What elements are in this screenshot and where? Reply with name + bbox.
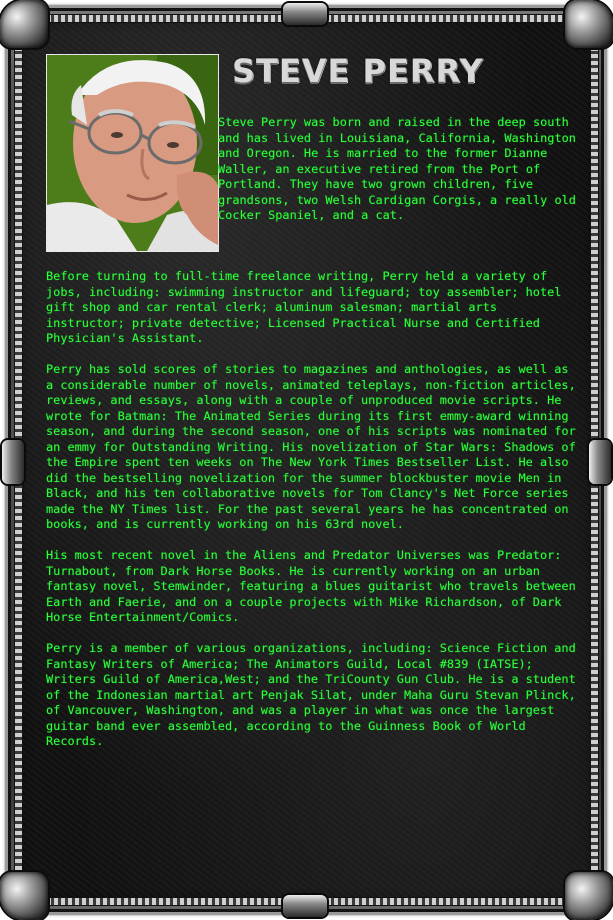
author-portrait xyxy=(46,54,219,252)
frame-clamp-left xyxy=(2,440,24,484)
bio-orgs-paragraph: Perry is a member of various organizations, including: Science Fiction and Fantasy Writers of America; The Animators Guild, Local #839 (IATSE); Writers Guild of America,West; and the TriCounty Gun Club. He is a student of the Indonesian martial art Penjak Silat, under Maha Guru Stevan Plinck, of Vancouver, Washington, and was a player in what was once the largest guitar band ever assembled, according to the Guinness Book of World Records. xyxy=(46,641,576,748)
bio-jobs-paragraph: Before turning to full-time freelance writing, Perry held a variety of jobs, including: swimming instructor and lifeguard; toy assembler; hotel gift shop and car rental clerk; aluminum salesman; martial arts instructor; private detective; Licensed Practical Nurse and Certified Physician's Assistant. xyxy=(46,269,562,345)
bio-intro-paragraph: Steve Perry was born and raised in the deep south and has lived in Louisiana, California, Washington and Oregon. He is married to the former Dianne Waller, an executive retired from the Port of Portland. They have two grown children, five grandsons, two Welsh Cardigan Corgis, a really old Cocker Spaniel, and a cat. xyxy=(218,115,576,222)
bio-works-paragraph: Perry has sold scores of stories to magazines and anthologies, as well as a considerable number of novels, animated teleplays, non-fiction articles, reviews, and essays, along with a couple of unproduced movie scripts. He wrote for Batman: The Animated Series during its first emmy-award winning season, and during the second season, one of his scripts was nominated for an emmy for Outstanding Writing. His novelization of Star Wars: Shadows of the Empire spent ten weeks on The New York Times Bestseller List. He also did the bestselling novelization for the summer blockbuster movie Men in Black, and his ten collaborative novels for Tom Clancy's Net Force series made the NY Times list. For the past several years he has concentrated on books, and is currently working on his 63rd novel. xyxy=(46,362,576,531)
page-title: STEVE PERRY xyxy=(232,52,484,90)
frame-clamp-bottom xyxy=(283,895,327,917)
portrait-illustration xyxy=(47,55,218,251)
frame-corner-top-right xyxy=(565,0,613,48)
frame-corner-bottom-right xyxy=(565,872,613,920)
bio-body xyxy=(46,269,580,765)
frame-corner-top-left xyxy=(0,0,48,48)
frame-clamp-right xyxy=(589,440,611,484)
frame-corner-bottom-left xyxy=(0,872,48,920)
bio-recent-paragraph: His most recent novel in the Aliens and Predator Universes was Predator: Turnabout, from Dark Horse Books. He is currently working on an urban fantasy novel, Stemwinder, featuring a blues guitarist who travels between Earth and Faerie, and on a couple projects with Mike Richardson, of Dark Horse Entertainment/Comics. xyxy=(46,548,576,624)
frame-clamp-top xyxy=(283,3,327,25)
